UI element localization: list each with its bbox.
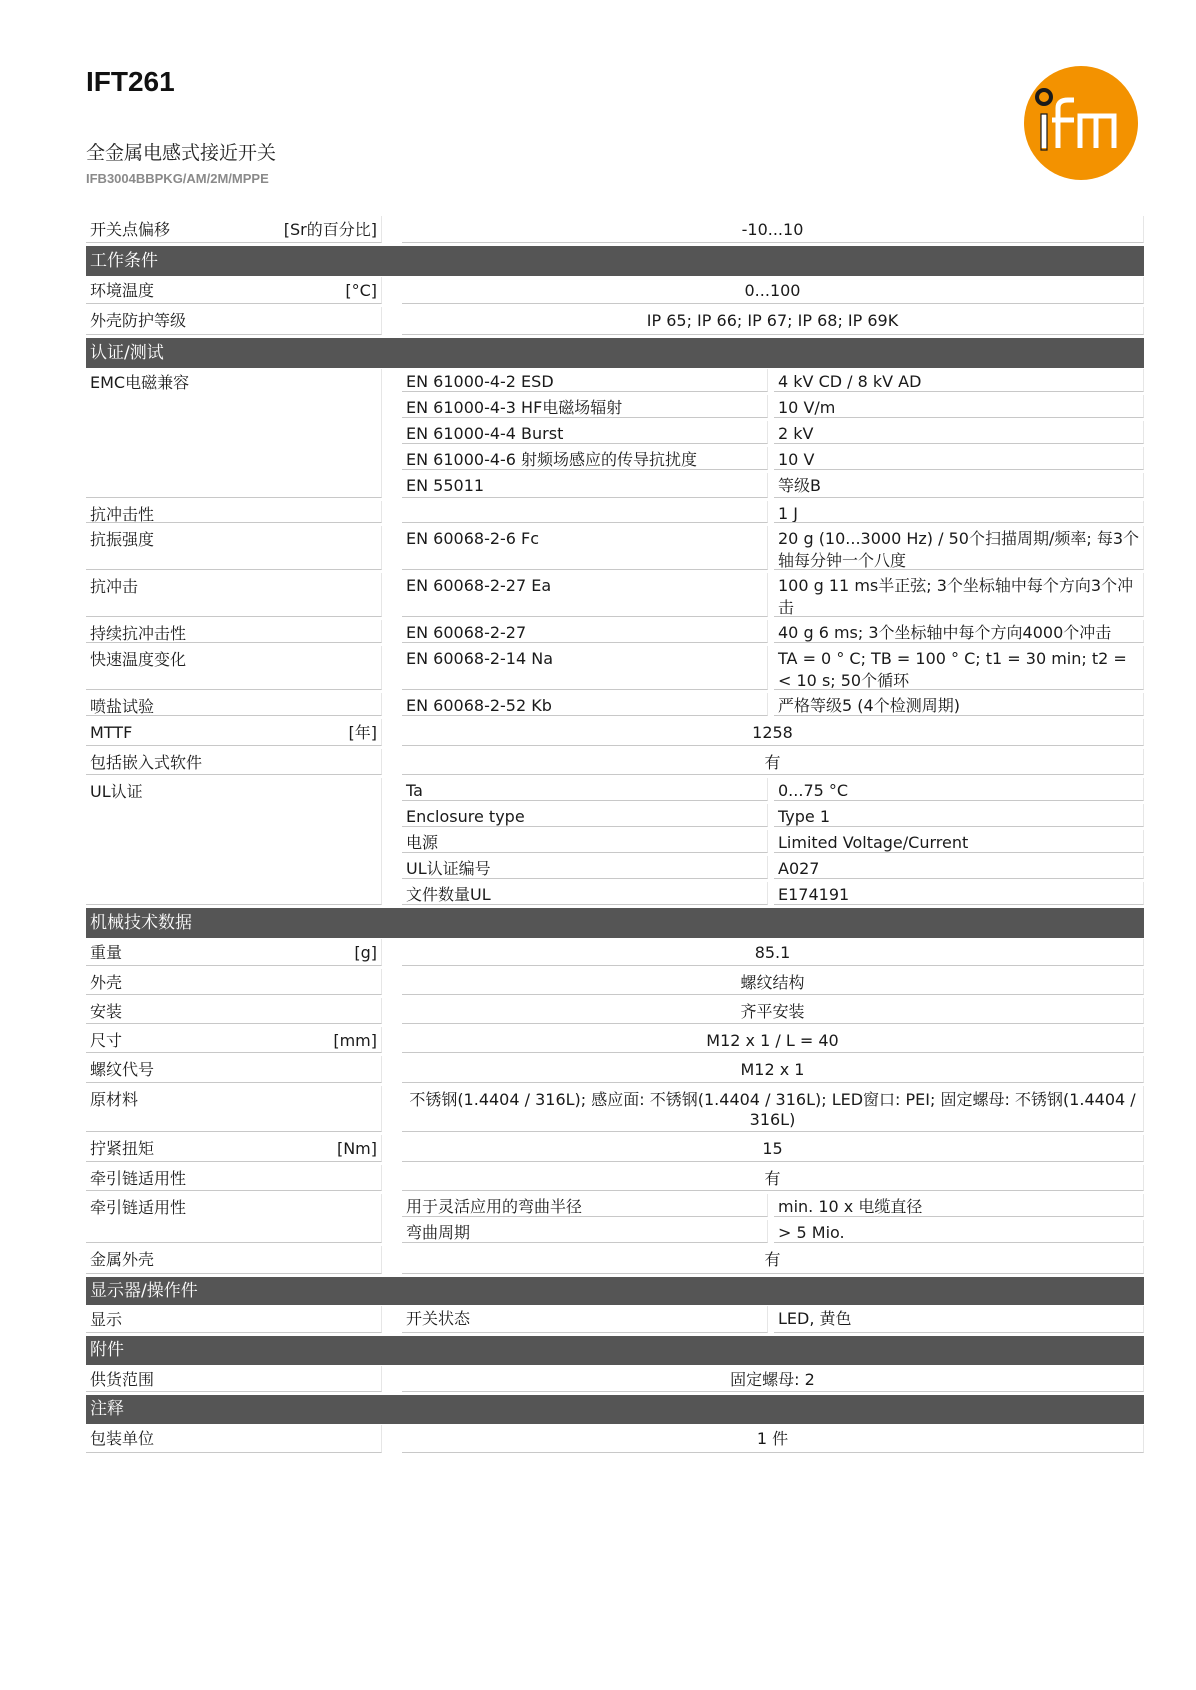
section-header: 显示器/操作件 <box>86 1277 1144 1305</box>
sub-row <box>402 1306 1144 1336</box>
sub-value: 等级B <box>774 473 1144 498</box>
sub-key: EN 61000-4-4 Burst <box>402 421 768 444</box>
sub-row <box>402 830 1144 856</box>
table-row <box>86 1165 1144 1194</box>
row-value: 1 件 <box>402 1425 1144 1453</box>
row-label-cell <box>86 939 382 966</box>
sub-key: 电源 <box>402 830 768 853</box>
sub-row <box>402 778 1144 804</box>
row-unit: [°C] <box>345 281 377 300</box>
row-label: 快速温度变化 <box>90 650 187 669</box>
sub-value: TA = 0 ° C; TB = 100 ° C; t1 = 30 min; t2 = < 10 s; 50个循环 <box>774 646 1144 690</box>
table-row <box>86 1306 1144 1336</box>
sub-key: Enclosure type <box>402 804 768 827</box>
sub-table <box>402 778 1144 908</box>
sub-key: EN 55011 <box>402 473 768 498</box>
row-value: M12 x 1 <box>402 1056 1144 1083</box>
row-unit: [g] <box>354 943 377 962</box>
sub-key: 文件数量UL <box>402 882 768 905</box>
sub-key: EN 60068-2-27 <box>402 620 768 643</box>
row-label: MTTF <box>90 723 133 742</box>
table-row <box>86 1086 1144 1135</box>
table-row <box>86 693 1144 719</box>
sub-key: UL认证编号 <box>402 856 768 879</box>
row-label-cell <box>86 1306 382 1333</box>
sub-value: 2 kV <box>774 421 1144 444</box>
sub-row <box>402 1220 1144 1246</box>
table-row <box>86 1135 1144 1165</box>
table-row <box>86 1194 1144 1246</box>
sub-row <box>402 1194 1144 1220</box>
row-label-cell <box>86 573 382 617</box>
sub-table <box>402 1194 1144 1246</box>
row-label: 包括嵌入式软件 <box>90 753 203 772</box>
sub-key: EN 61000-4-6 射频场感应的传导抗扰度 <box>402 447 768 470</box>
table-row <box>86 277 1144 307</box>
table-row <box>86 1056 1144 1086</box>
row-label-cell <box>86 1425 382 1453</box>
sub-table <box>402 526 1144 573</box>
row-unit: [Sr的百分比] <box>283 220 377 239</box>
table-row <box>86 620 1144 646</box>
sub-row <box>402 526 1144 573</box>
row-label-cell <box>86 1366 382 1392</box>
sub-row <box>402 369 1144 395</box>
row-label-cell <box>86 1246 382 1274</box>
row-label: 抗振强度 <box>90 530 155 549</box>
row-label-cell <box>86 719 382 746</box>
ifm-logo <box>1022 64 1140 182</box>
row-label: EMC电磁兼容 <box>90 373 190 392</box>
row-label: 螺纹代号 <box>90 1060 155 1079</box>
sub-value: 20 g (10...3000 Hz) / 50个扫描周期/频率; 每3个轴每分钟一个八度 <box>774 526 1144 570</box>
row-label-cell <box>86 216 382 243</box>
product-title: IFT261 <box>86 66 175 97</box>
table-row <box>86 998 1144 1027</box>
table-row <box>86 969 1144 998</box>
sub-table <box>402 693 1144 719</box>
table-row <box>86 526 1144 573</box>
section-header: 认证/测试 <box>86 338 1144 368</box>
sub-value: 10 V <box>774 447 1144 470</box>
row-label: 重量 <box>90 943 123 962</box>
sub-row <box>402 421 1144 447</box>
table-row <box>86 216 1144 246</box>
sub-value: 100 g 11 ms半正弦; 3个坐标轴中每个方向3个冲击 <box>774 573 1144 617</box>
sub-table <box>402 646 1144 693</box>
row-label: 抗冲击 <box>90 577 139 596</box>
row-label: 包装单位 <box>90 1429 155 1448</box>
row-label-cell <box>86 1086 382 1132</box>
sub-key: 用于灵活应用的弯曲半径 <box>402 1194 768 1217</box>
row-label-cell <box>86 778 382 905</box>
row-value: IP 65; IP 66; IP 67; IP 68; IP 69K <box>402 307 1144 335</box>
row-value: 有 <box>402 749 1144 775</box>
sub-value: > 5 Mio. <box>774 1220 1144 1243</box>
row-value: -10...10 <box>402 216 1144 243</box>
sub-value: 10 V/m <box>774 395 1144 418</box>
row-label: 环境温度 <box>90 281 155 300</box>
row-value: 有 <box>402 1246 1144 1274</box>
sub-key: 开关状态 <box>402 1306 768 1333</box>
table-row <box>86 749 1144 778</box>
row-value: 不锈钢(1.4404 / 316L); 感应面: 不锈钢(1.4404 / 316L); LED窗口: PEI; 固定螺母: 不锈钢(1.4404 / 316L) <box>402 1086 1144 1132</box>
sub-value: 40 g 6 ms; 3个坐标轴中每个方向4000个冲击 <box>774 620 1144 643</box>
table-row <box>86 778 1144 908</box>
sub-key: EN 60068-2-27 Ea <box>402 573 768 617</box>
row-label-cell <box>86 1027 382 1053</box>
sub-key: EN 60068-2-6 Fc <box>402 526 768 570</box>
table-row <box>86 939 1144 969</box>
row-unit: [Nm] <box>336 1139 377 1158</box>
row-label-cell <box>86 969 382 995</box>
row-value: 15 <box>402 1135 1144 1162</box>
section-header: 工作条件 <box>86 246 1144 276</box>
article-code: IFB3004BBPKG/AM/2M/MPPE <box>86 171 269 186</box>
row-label: 持续抗冲击性 <box>90 624 187 643</box>
row-value: 有 <box>402 1165 1144 1191</box>
sub-row <box>402 620 1144 646</box>
sub-value: LED, 黄色 <box>774 1306 1144 1333</box>
table-row <box>86 501 1144 526</box>
sub-row <box>402 447 1144 473</box>
table-row <box>86 573 1144 620</box>
row-label: 显示 <box>90 1310 123 1329</box>
sub-row <box>402 573 1144 620</box>
row-label-cell <box>86 1165 382 1191</box>
product-subtitle: 全金属电感式接近开关 <box>86 142 277 164</box>
row-label-cell <box>86 1056 382 1083</box>
row-label-cell <box>86 526 382 570</box>
row-label: 外壳防护等级 <box>90 311 187 330</box>
sub-value: Type 1 <box>774 804 1144 827</box>
sub-row <box>402 804 1144 830</box>
sub-table <box>402 1306 1144 1336</box>
sub-key: EN 60068-2-52 Kb <box>402 693 768 716</box>
table-row <box>86 369 1144 501</box>
row-value: 85.1 <box>402 939 1144 966</box>
row-label-cell <box>86 998 382 1024</box>
row-unit: [年] <box>348 723 377 742</box>
sub-row <box>402 646 1144 693</box>
sub-row <box>402 693 1144 719</box>
row-label-cell <box>86 620 382 643</box>
row-value: 1258 <box>402 719 1144 746</box>
row-label-cell <box>86 369 382 498</box>
row-label-cell <box>86 307 382 335</box>
row-label: 外壳 <box>90 973 123 992</box>
row-label-cell <box>86 1135 382 1162</box>
row-label-cell <box>86 1194 382 1243</box>
sub-row <box>402 395 1144 421</box>
table-row <box>86 1366 1144 1395</box>
sub-row <box>402 501 1144 526</box>
sub-table <box>402 369 1144 501</box>
row-label: 安装 <box>90 1002 123 1021</box>
row-label-cell <box>86 749 382 775</box>
table-row <box>86 646 1144 693</box>
row-value: 螺纹结构 <box>402 969 1144 995</box>
row-label: 原材料 <box>90 1090 139 1109</box>
sub-value: min. 10 x 电缆直径 <box>774 1194 1144 1217</box>
sub-key: EN 61000-4-2 ESD <box>402 369 768 392</box>
row-label: 尺寸 <box>90 1031 123 1050</box>
row-value: 齐平安装 <box>402 998 1144 1024</box>
sub-key <box>402 501 768 523</box>
row-label-cell <box>86 277 382 304</box>
sub-key: 弯曲周期 <box>402 1220 768 1243</box>
table-row <box>86 1246 1144 1277</box>
row-label: 开关点偏移 <box>90 220 171 239</box>
section-header: 附件 <box>86 1336 1144 1365</box>
sub-table <box>402 620 1144 646</box>
sub-key: EN 61000-4-3 HF电磁场辐射 <box>402 395 768 418</box>
table-row <box>86 307 1144 338</box>
sub-row <box>402 882 1144 908</box>
table-row <box>86 719 1144 749</box>
section-header: 注释 <box>86 1395 1144 1424</box>
sub-value: E174191 <box>774 882 1144 905</box>
row-label: UL认证 <box>90 782 143 801</box>
sub-key: Ta <box>402 778 768 801</box>
row-label-cell <box>86 693 382 716</box>
sub-value: Limited Voltage/Current <box>774 830 1144 853</box>
row-value: M12 x 1 / L = 40 <box>402 1027 1144 1053</box>
sub-value: 1 J <box>774 501 1144 523</box>
sub-row <box>402 473 1144 501</box>
row-label: 金属外壳 <box>90 1250 155 1269</box>
sub-table <box>402 573 1144 620</box>
row-value: 固定螺母: 2 <box>402 1366 1144 1392</box>
row-label: 抗冲击性 <box>90 505 155 523</box>
row-label: 牵引链适用性 <box>90 1169 187 1188</box>
row-value: 0...100 <box>402 277 1144 304</box>
sub-table <box>402 501 1144 526</box>
row-label: 拧紧扭矩 <box>90 1139 155 1158</box>
row-label: 供货范围 <box>90 1370 155 1389</box>
sub-row <box>402 856 1144 882</box>
row-label: 牵引链适用性 <box>90 1198 187 1217</box>
sub-value: A027 <box>774 856 1144 879</box>
section-header: 机械技术数据 <box>86 908 1144 938</box>
row-label: 喷盐试验 <box>90 697 155 716</box>
sub-value: 4 kV CD / 8 kV AD <box>774 369 1144 392</box>
table-row <box>86 1027 1144 1056</box>
row-label-cell <box>86 501 382 523</box>
sub-value: 0...75 °C <box>774 778 1144 801</box>
row-label-cell <box>86 646 382 690</box>
sub-value: 严格等级5 (4个检测周期) <box>774 693 1144 716</box>
sub-key: EN 60068-2-14 Na <box>402 646 768 690</box>
row-unit: [mm] <box>333 1031 377 1050</box>
table-row <box>86 1425 1144 1456</box>
